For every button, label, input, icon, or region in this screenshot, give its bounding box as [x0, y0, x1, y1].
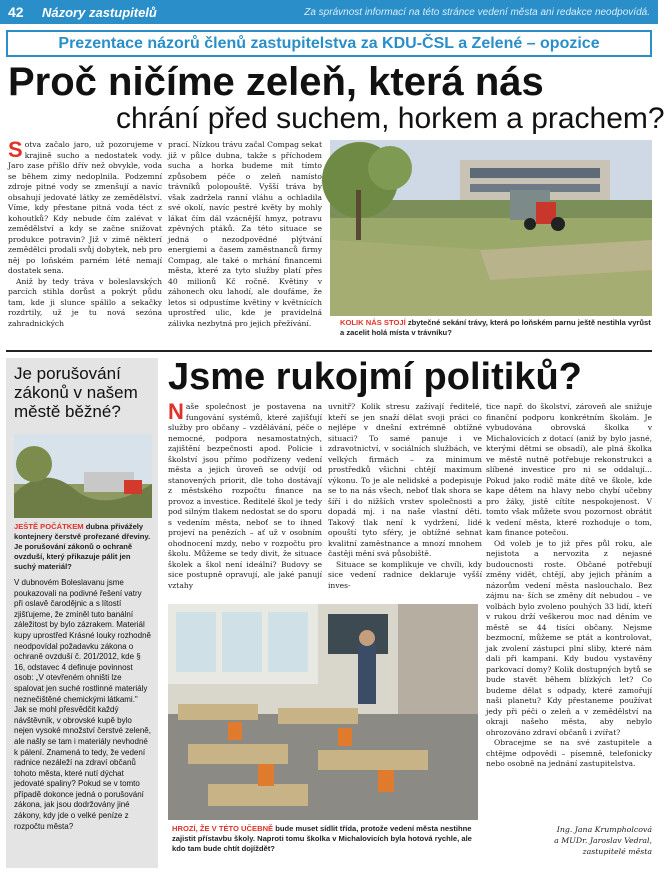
- article1-col1-text: otva začalo jaro, už pozorujeme v krajině sucho a nedostatek vody. Jaro zase přišlo dřív než obvykle, voda se během zimy nedoplnila. Podzemní zdroje pitné vody se zmenšují a navíc obsahují jedovaté látky ze zemědělství. Víme, kdy přestane pitná voda téct z kohoutků? Kdy nebude čím zalévat v zemědělství a kdy se začne snižovat produkce potravin? Již v zimě některí zemědělci prodali svůj dobytek, neb pro něj po loňském parném létě nemají dostatek sena.: [8, 140, 162, 275]
- article1-caption-lead: KOLIK NÁS STOJÍ: [340, 318, 406, 327]
- article1-title-line1: Proč ničíme zeleň, která nás: [8, 60, 544, 104]
- signature-line-2: a MUDr. Jaroslav Vedral,: [554, 836, 652, 845]
- article2-column-3: [486, 402, 652, 822]
- subhead-text: Prezentace názorů členů zastupitelstva za KDU-ČSL a Zelené – opozice: [58, 34, 600, 52]
- article2-photo-classroom: [168, 604, 478, 820]
- article1-photo-mower: [330, 140, 652, 316]
- article2-col3-text: tice např. do školství, zároveň ale snižuje finanční podporu konkrétním školám. Je vybudována obrovská školka v Michalovicích z dotací (aniž by bylo jasné, kterými dětmi se obsadí), ale plná školka ve městě nutně potřebuje rekonstrukci a slíbené investice pro ni se oddalují... Pokud jako rodič máte dítě ve škole, kde kape dětem na hlavy nebo chybí učebny pro žáky, jistě cítíte nespokojenost. V tomto však můžete svou pozornost obrátit k vedení města, které rozhoduje o tom, kam finance potečou.: [486, 402, 652, 537]
- disclaimer: Za správnost informací na této stránce vedení města ani redakce neodpovídá.: [304, 6, 650, 18]
- page-header: [0, 0, 658, 24]
- article2-signature: [486, 824, 652, 857]
- sidebar-photo-branches: [14, 434, 152, 518]
- article1-column-2: [168, 140, 322, 340]
- article2-col3-text-2: Od voleb je to již přes půl roku, ale nejistota a nervozita z nejasné budoucnosti roste. Občané potřebují změny vidět, chtějí, aby jejich přáním a názorům vedení města naslouchalo. Bez zájmu na- ších se změny dít nebudou – ve volbách bylo zvoleno pouhých 33 lidí, kteří v rukou drží veškerou moc nad děním ve městě se 44 tisíci občany. Nejsme bezmocní, můžeme se ptát a kontrolovat, jak zvolení zástupci plní sliby, které nám dali při kampani. Kdy budou vystavěny parkovací domy? Kolik dostupných bytů se bude stavět během blízkých let? Co budeme dělat s odpady, které zamořují naši planetu? Kdy přestaneme používat jedy při péči o zeleň a v zemědělství na okraji našeho města, aby nebylo ohrozováno zdraví občanů i zvířat?: [486, 538, 652, 737]
- article2-photo-caption: [172, 824, 478, 854]
- article1-dropcap: S: [8, 137, 23, 162]
- article2-dropcap: N: [168, 399, 184, 424]
- article2-col2-text: uvnitř? Kolik stresu zažívají ředitelé, kteří se jen snaží dělat svoji práci co nejlépe v dnešní extrémně obtížné situaci? To samé panuje i ve zdravotnictví, v sociálních službách, ve velkých firmách – za minimum prostředků všichni chtějí maximum výkonu. To je ale nelidské a podepisuje se to na nás všech, neboť tlak shora se šíří i do nižších vrstev společnosti a dopadá mj. i na naše vlastní děti. Takový tlak není k vydržení, lidé opouští tyto sféry, je obtížné sehnat kvalitní zaměstnance a mnozí mnohem častěji mění svá působiště.: [328, 402, 482, 558]
- article2-col1-text: aše společnost je postavena na fungování systémů, které zajišťují služby pro občany – vzdělávání, péče o nemocné, podpora nesamostatných, zajištění bezpečnosti apod. Policie i školství jsou přímo podřízeny vedení města a jejich úroveň se odvíjí od stanovených priorit, dle toho dostávají z městského rozpočtu finance na provoz a investice. Ředitelé škol je tedy pod silným tlakem nedostat se do sporu s vedením města, neboť se to ihned projeví na penězích – ať už v osobním ohodnocení mzdy, nebo v rozpočtu pro školu. Můžeme se tedy divit, že situace školek a škol není ideální? Budovy se sice postupně opravují, ale jaké panují vztahy: [168, 402, 322, 590]
- article1-column-1: [8, 137, 162, 328]
- article2-caption-lead: HROZÍ, ŽE V TÉTO UČEBNĚ: [172, 824, 274, 833]
- sidebar-body: V dubnovém Boleslavanu jsme poukazovali na podivné řešení vatry při oslavě čarodějnic a s lítostí zjišťujeme, že zmíněl tuto banální záležitost by bylo zázrakem. Materiál kupy uprostřed Krásné louky rozhodně neodpovídal požadavku zákona o ochraně ovzduší č. 201/2012, kde § 16, odstavec 4 definuje povinnost osob: „V otevřeném ohništi lze spalovat jen suché rostlinné materiály neznečištěné chemickými látkami." Jak se mohl přesvědčit každý návštěvník, v obrovské kupě bylo nejen vysoké množství čerstvé zeleně, ale našly se tam i materiály nevhodné k pálení. Znamená to tedy, že vedení radnice nezáleží na zdraví občanů tohoto města, které nutí dýchat jedovaté spaliny? Pokud se v tomto případě dokonce jedná o porušování zákona, jak jsou dodržovány jiné zákony, kdy jde o velké peníze z rozpočtu města?: [14, 578, 151, 831]
- article2-column-2: [328, 402, 482, 598]
- sidebar-caption-text: dubna přivážely kontejnery čerstvě prořezané dřeviny. Je porušování zákonů o ochraně ovzduší, který přikazuje pálit jen suchý materiál?: [14, 522, 151, 571]
- article2-title: Jsme rukojmí politiků?: [168, 356, 582, 398]
- section-divider: [6, 350, 652, 352]
- article2-col2-text-2: Situace se komplikuje ve chvíli, kdy sice vedení radnice deklaruje vyšší inves-: [328, 559, 482, 590]
- article1-caption-text: zbytečné sekání trávy, která po loňském parnu ještě nestihla vyrůst a zacelit holá místa v trávníku?: [340, 318, 651, 337]
- section-title: Názory zastupitelů: [42, 4, 157, 20]
- subhead-banner: [6, 30, 652, 57]
- page-number: 42: [8, 4, 24, 20]
- article2-caption-text: bude muset sídlit třída, protože vedení města nestihne zajistit přístavbu školy. Naproti tomu školka v Michalovicích byla hotová rychle, ale kdo tam bude chtít dojíždět?: [172, 824, 472, 853]
- sidebar-title: Je porušování zákonů v našem městě běžné?: [14, 364, 138, 421]
- article1-col1-text-2: Aniž by tedy tráva v boleslavských parcích stihla dorůst a pokrýt půdu tam, kde ji slunce spálilo a sekačky rozdrtily, už je tu nová sezóna zahradnických: [8, 276, 162, 328]
- signature-line-1: Ing. Jana Krumpholcová: [556, 825, 652, 834]
- article2-col3-text-3: Obracejme se na své zastupitele a chtějme odpovědi – písemně, telefonicky nebo osobně na jednání zastupitelstva.: [486, 738, 652, 768]
- sidebar-caption-lead: JEŠTĚ POČÁTKEM: [14, 522, 84, 531]
- article1-title-line2: chrání před suchem, horkem a prachem?: [116, 102, 665, 135]
- sidebar-photo-caption: [14, 522, 152, 572]
- article2-column-1: [168, 399, 322, 598]
- article1-col2-text: prací. Nízkou trávu začal Compag sekat již v půlce dubna, takže s příchodem sucha a horka budeme mít tímto způsobem péče o zeleň namísto trávníků polopouště. Vyšší tráva by však zadržela ranní vláhu a ochladila své okolí, navíc pestré květy by mohly lákat čím dál vzácnější hmyz, potravu zpěvných ptáků. Za této situace se jedná o nezodpovědné plýtvání energiemi a časem zaměstnanců firmy Compag, ale také o mrhání financemi města, které za tyto služby platí přes 40 milionů Kč ročně. Květiny v záhonech oku lahodí, ale doufáme, že letos si odpustíme květiny v květnících uprostřed ulic, kde je pravidelná zálivka nezbytná pro jejich přežívání.: [168, 140, 322, 328]
- article1-photo-caption: [340, 318, 652, 338]
- signature-line-3: zastupitelé města: [582, 847, 652, 856]
